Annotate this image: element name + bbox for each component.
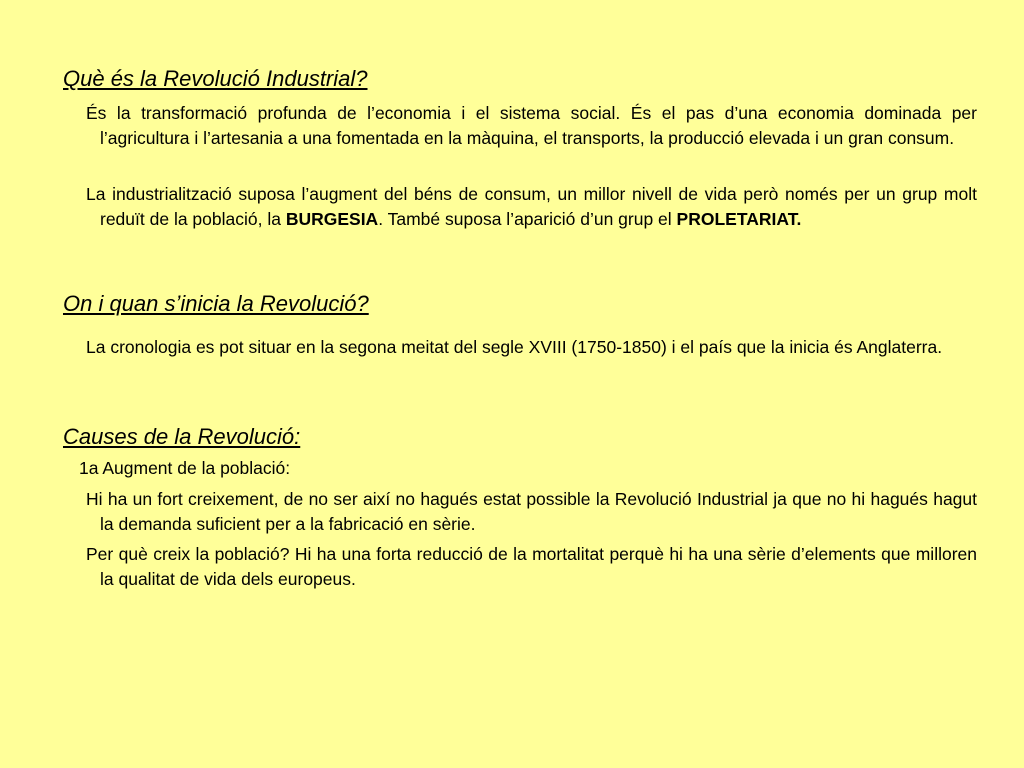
paragraph-growth: Hi ha un fort creixement, de no ser així no hagués estat possible la Revolució Industrial ja que no hi hagués hagut la demanda suficient per a la fabricació en sèrie.	[86, 489, 977, 534]
paragraph-industrialization-text2: . També suposa l’aparició d’un grup el	[378, 209, 677, 229]
keyword-burgesia: BURGESIA	[285, 209, 379, 229]
subheading-population-growth: 1a Augment de la població:	[79, 458, 291, 478]
paragraph-definition: És la transformació profunda de l’economia i el sistema social. És el pas d’una economia dominada per l’agricultura i l’artesania a una fomentada en la màquina, el transports, la producció elevada i un gran consum.	[86, 103, 977, 148]
paragraph-chronology: La cronologia es pot situar en la segona meitat del segle XVIII (1750-1850) i el país que la inicia és Anglaterra.	[86, 337, 943, 357]
heading-where-when: On i quan s’inicia la Revolució?	[63, 291, 369, 316]
heading-causes: Causes de la Revolució:	[63, 424, 301, 449]
keyword-proletariat: PROLETARIAT.	[676, 209, 802, 229]
heading-what-is: Què és la Revolució Industrial?	[63, 66, 368, 91]
paragraph-mortality: Per què creix la població? Hi ha una forta reducció de la mortalitat perquè hi ha una sèrie d’elements que milloren la qualitat de vida dels europeus.	[86, 544, 977, 589]
paragraph-industrialization	[86, 182, 977, 232]
paragraph-industrialization-text1: La industrialització suposa l’augment del béns de consum, un millor nivell de vida però només per un grup molt reduït de la població, la	[86, 184, 977, 229]
